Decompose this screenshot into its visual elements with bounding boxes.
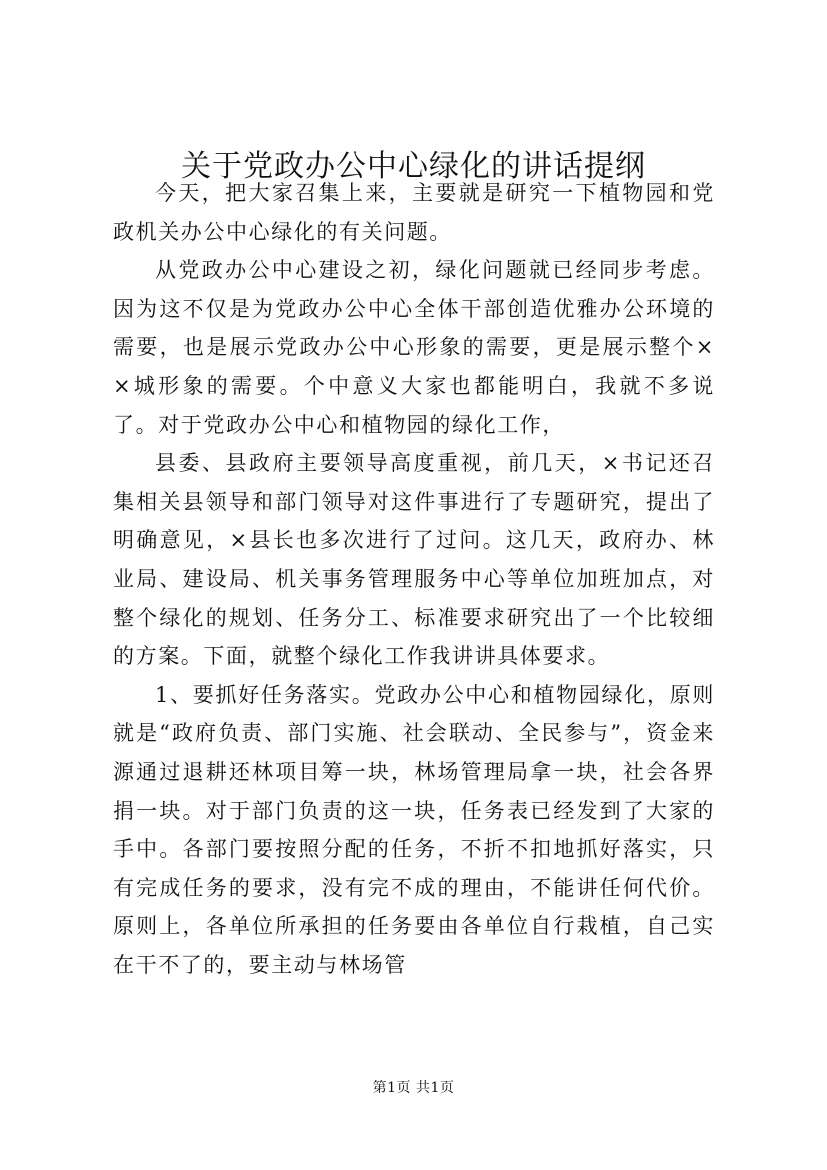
- paragraph-4: 1、要抓好任务落实。党政办公中心和植物园绿化，原则就是“政府负责、部门实施、社会联动、全民参与”，资金来源通过退耕还林项目筹一块，林场管理局拿一块，社会各界捐一块。对于部门负责的这一块，任务表已经发到了大家的手中。各部门要按照分配的任务，不折不扣地抓好落实，只有完成任务的要求，没有完不成的理由，不能讲任何代价。原则上，各单位所承担的任务要由各单位自行栽植，自己实在干不了的，要主动与林场管: [113, 682, 715, 977]
- paragraph-1: 今天，把大家召集上来，主要就是研究一下植物园和党政机关办公中心绿化的有关问题。: [113, 181, 715, 244]
- paragraph-2: 从党政办公中心建设之初，绿化问题就已经同步考虑。因为这不仅是为党政办公中心全体干部创造优雅办公环境的需要，也是展示党政办公中心形象的需要，更是展示整个××城形象的需要。个中意义大家也都能明白，我就不多说了。对于党政办公中心和植物园的绿化工作，: [113, 258, 715, 437]
- document-body: [113, 174, 715, 984]
- page-number-footer: 第1页 共1页: [372, 1080, 455, 1096]
- paragraph-3: 县委、县政府主要领导高度重视，前几天，×书记还召集相关县领导和部门领导对这件事进行了专题研究，提出了明确意见，×县长也多次进行了过问。这几天，政府办、林业局、建设局、机关事务管理服务中心等单位加班加点，对整个绿化的规划、任务分工、标准要求研究出了一个比较细的方案。下面，就整个绿化工作我讲讲具体要求。: [113, 451, 715, 669]
- document-title: 关于党政办公中心绿化的讲话提纲: [181, 149, 646, 184]
